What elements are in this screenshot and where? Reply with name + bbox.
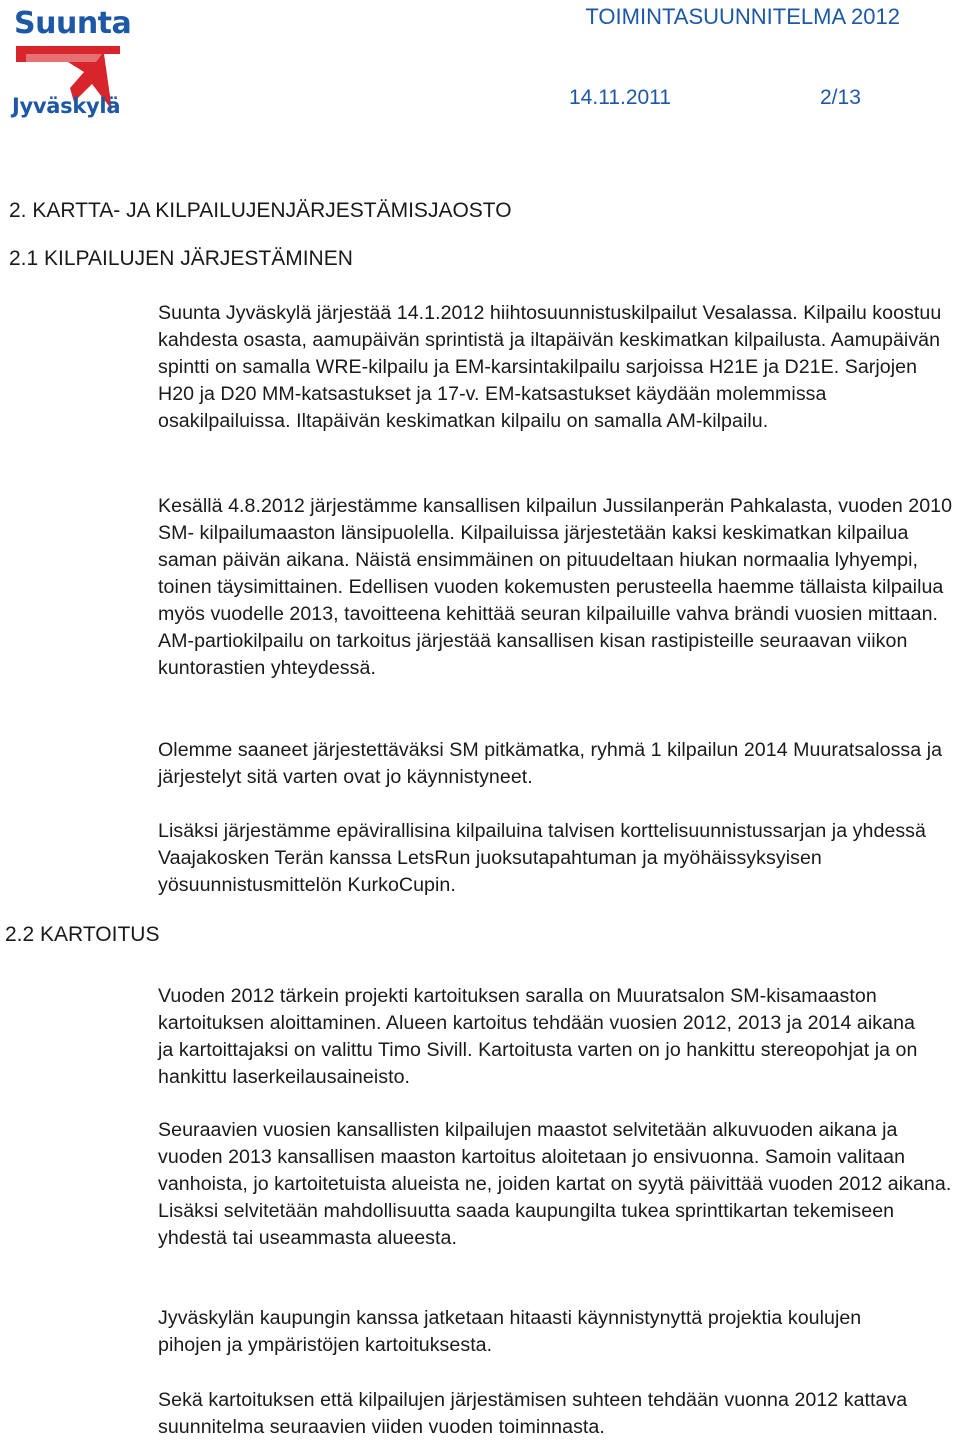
paragraph-summer-competition: Kesällä 4.8.2012 järjestämme kansallisen kilpailun Jussilanperän Pahkalasta, vuoden 2010 SM- kilpailumaaston länsipuolella. Kilpailuissa järjestetään kaksi keskimatkan kilpailua saman päivän aikana. Näistä ensimmäinen on pituudeltaan hiukan normaalia lyhyempi, toinen täysimittainen. Edellisen vuoden kokemusten perusteella haemme tällaista kilpailua myös vuodelle 2013, tavoitteena kehittää seuran kilpailuille vahva brändi vuosien mittaan. AM-partiokilpailu on tarkoitus järjestää kansallisen kisan rastipisteille seuraavan viikon kuntorastien yhteydessä. — [158, 495, 953, 679]
paragraph-future-terrains: Seuraavien vuosien kansallisten kilpailujen maastot selvitetään alkuvuoden aikana ja vuoden 2013 kansallisen maaston kartoitus aloitetaan jo ensivuonna. Samoin valitaan vanhoista, jo kartoitetuista alueista ne, joiden kartat on syytä päivittää vuoden 2012 aikana. Lisäksi selvitetään mahdollisuutta saada kaupungilta tukea sprinttikartan tekemiseen yhdestä tai useammasta alueesta. — [158, 1119, 952, 1249]
page-number: 2/13 — [820, 86, 861, 109]
club-logo — [12, 6, 130, 124]
document-date: 14.11.2011 — [569, 86, 671, 109]
section-heading-2-2: 2.2 KARTOITUS — [5, 923, 160, 946]
document-title: TOIMINTASUUNNITELMA 2012 — [585, 4, 900, 29]
paragraph-sm-long-distance: Olemme saaneet järjestettäväksi SM pitkämatka, ryhmä 1 kilpailun 2014 Muuratsalossa ja järjestelyt sitä varten ovat jo käynnistyneet. — [158, 739, 943, 788]
paragraph-five-year-plan: Sekä kartoituksen että kilpailujen järjestämisen suhteen tehdään vuonna 2012 kattava suunnitelma seuraavien viiden vuoden toiminnasta. — [158, 1389, 908, 1438]
paragraph-unofficial-events: Lisäksi järjestämme epävirallisina kilpailuina talvisen korttelisuunnistussarjan ja yhdessä Vaajakosken Terän kanssa LetsRun juoksutapahtuman ja myöhäissyksyisen yösuunnistusmittelön KurkoCupin. — [158, 820, 926, 896]
paragraph-ski-orienteering: Suunta Jyväskylä järjestää 14.1.2012 hiihtosuunnistuskilpailut Vesalassa. Kilpailu koostuu kahdesta osasta, aamupäivän sprintistä ja iltapäivän keskimatkan kilpailusta. Aamupäivän spintti on samalla WRE-kilpailu ja EM-karsintakilpailu sarjoissa H21E ja D21E. Sarjojen H20 ja D20 MM-katsastukset ja 17-v. EM-katsastukset käydään molemmissa osakilpailuissa. Iltapäivän keskimatkan kilpailu on samalla AM-kilpailu. — [158, 302, 942, 432]
section-heading-2: 2. KARTTA- JA KILPAILUJENJÄRJESTÄMISJAOSTO — [9, 199, 512, 222]
logo-text-jyvaskyla: Jyväskylä — [12, 94, 121, 118]
logo-text-suunta: Suunta — [14, 6, 132, 41]
paragraph-school-maps: Jyväskylän kaupungin kanssa jatketaan hitaasti käynnistynyttä projektia koulujen pihojen ja ympäristöjen kartoituksesta. — [158, 1307, 862, 1356]
section-heading-2-1: 2.1 KILPAILUJEN JÄRJESTÄMINEN — [9, 247, 353, 270]
paragraph-mapping-project: Vuoden 2012 tärkein projekti kartoituksen saralla on Muuratsalon SM-kisamaaston kartoituksen aloittaminen. Alueen kartoitus tehdään vuosien 2012, 2013 ja 2014 aikana ja kartoittajaksi on valittu Timo Sivill. Kartoitusta varten on jo hankittu stereopohjat ja on hankittu laserkeilausaineisto. — [158, 985, 918, 1088]
